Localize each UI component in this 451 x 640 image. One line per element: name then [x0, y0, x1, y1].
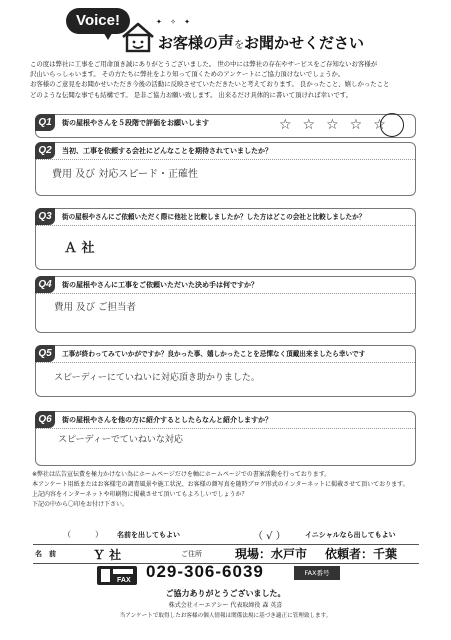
question-4-box — [35, 276, 416, 333]
question-text: 街の屋根やさんを５段階で評価をお願いします — [62, 119, 209, 127]
client-info: 依頼者：千葉 — [325, 547, 398, 561]
question-text: 街の屋根やさんにご依頼いただく際に他社と比較しましたか？した方はどこの会社と比較しましたか？ — [62, 213, 366, 221]
address-label: ご住所 — [181, 550, 202, 558]
footnotes: ※弊社は広告宣伝費を極力かけない為にホームページだけを軸にホームページでの書案活動を行っております。 本アンケート用紙またはお客様宅の調査風景や施工状況、お客様の顔写真を随時ブログ形式のインターネットに掲載させて頂いております。 上記内容をインターネットや印刷物に掲載させて頂いてもよろしいでしょうか？ 下記の中から〇印をお付け下さい。 — [32, 471, 409, 508]
svg-text:FAX: FAX — [117, 577, 131, 584]
name-value: Ｙ 社 — [93, 548, 122, 562]
question-number: Q1 — [35, 114, 55, 131]
handwritten-answer: 費用 及び ご担当者 — [54, 302, 137, 313]
consent-name-paren[interactable]: （ ） — [63, 530, 103, 539]
handwritten-answer: スピーディーでていねいな対応 — [58, 435, 183, 445]
fax-machine-icon — [95, 563, 139, 587]
question-number: Q3 — [35, 208, 55, 225]
fax-number-tag: FAX番号 — [294, 566, 340, 580]
privacy-note: 当アンケートで取得したお客様の個人情報は関係法規に基づき適正に管理致します。 — [119, 613, 332, 619]
question-text: 工事が終わってみていかがですか？良かった事、嬉しかったことを忌憚なく頂戴出来ましたら幸いです — [62, 350, 366, 358]
fax-number: 029-306-6039 — [146, 562, 264, 581]
handwritten-answer: 費用 及び 対応スピード・正確性 — [52, 169, 198, 180]
question-number: Q5 — [35, 345, 55, 362]
answer-text: Ａ 社 — [64, 241, 95, 256]
question-3-box — [35, 208, 416, 270]
thanks-message: ご協力ありがとうございました。 — [165, 589, 286, 598]
question-text: 当初、工事を依頼する会社にどんなことを期待されていましたか？ — [62, 147, 272, 155]
name-label: 名 前 — [35, 550, 56, 558]
house-smile-icon — [120, 20, 156, 54]
question-number: Q2 — [35, 142, 55, 159]
consent-name-option: 名前を出してもよい — [117, 531, 180, 539]
question-5-box — [35, 345, 416, 397]
selected-rating-circle — [380, 113, 404, 137]
decorative-stars-icon: ✦ ✧ ✦ — [156, 18, 194, 26]
question-2-box — [35, 142, 416, 196]
handwritten-answer: スピーディーにていねいに対応頂き助かりました。 — [54, 373, 260, 383]
consent-name-table — [33, 526, 419, 564]
consent-initial-option: イニシャルなら出してもよい — [305, 531, 396, 539]
consent-initial-check[interactable]: （ √ ） — [253, 531, 286, 542]
question-number: Q4 — [35, 276, 55, 293]
question-text: 街の屋根やさんを他の方に紹介するとしたらなんと紹介しますか？ — [62, 416, 272, 424]
company-name: 株式会社イーエアシー 代表取締役 森 英喜 — [168, 602, 283, 609]
question-number: Q6 — [35, 411, 55, 428]
rating-stars-icon: ☆☆☆☆☆ — [279, 117, 397, 133]
page-title: お客様の声をお聞かせください — [158, 33, 365, 52]
site-info: 現場：水戸市 — [235, 547, 308, 561]
question-1-box — [35, 114, 416, 138]
question-text: 街の屋根やさんに工事をご依頼いただいた決め手は何ですか？ — [62, 281, 258, 289]
question-6-box — [35, 411, 416, 466]
intro-text: この度は弊社に工事をご用命頂き誠にありがとうございました。 世の中には弊社の存在やサービスをご存知ないお客様が 沢山いらっしゃいます。 その方たちに弊社をより知って頂くためのアンケートにご協力頂けないでしょうか。 お客様のご意見をお聞かせいただき今後の活動に反映させていただきたいと考えております。 良かったこと、嬉しかったこと どのような伝聞な事でも結構です。 是非ご協力お願い致します。 出来るだけ具体的に書いて頂ければ幸いです。 — [30, 60, 390, 99]
voice-badge: Voice! — [66, 8, 130, 34]
consent-row — [33, 526, 419, 545]
